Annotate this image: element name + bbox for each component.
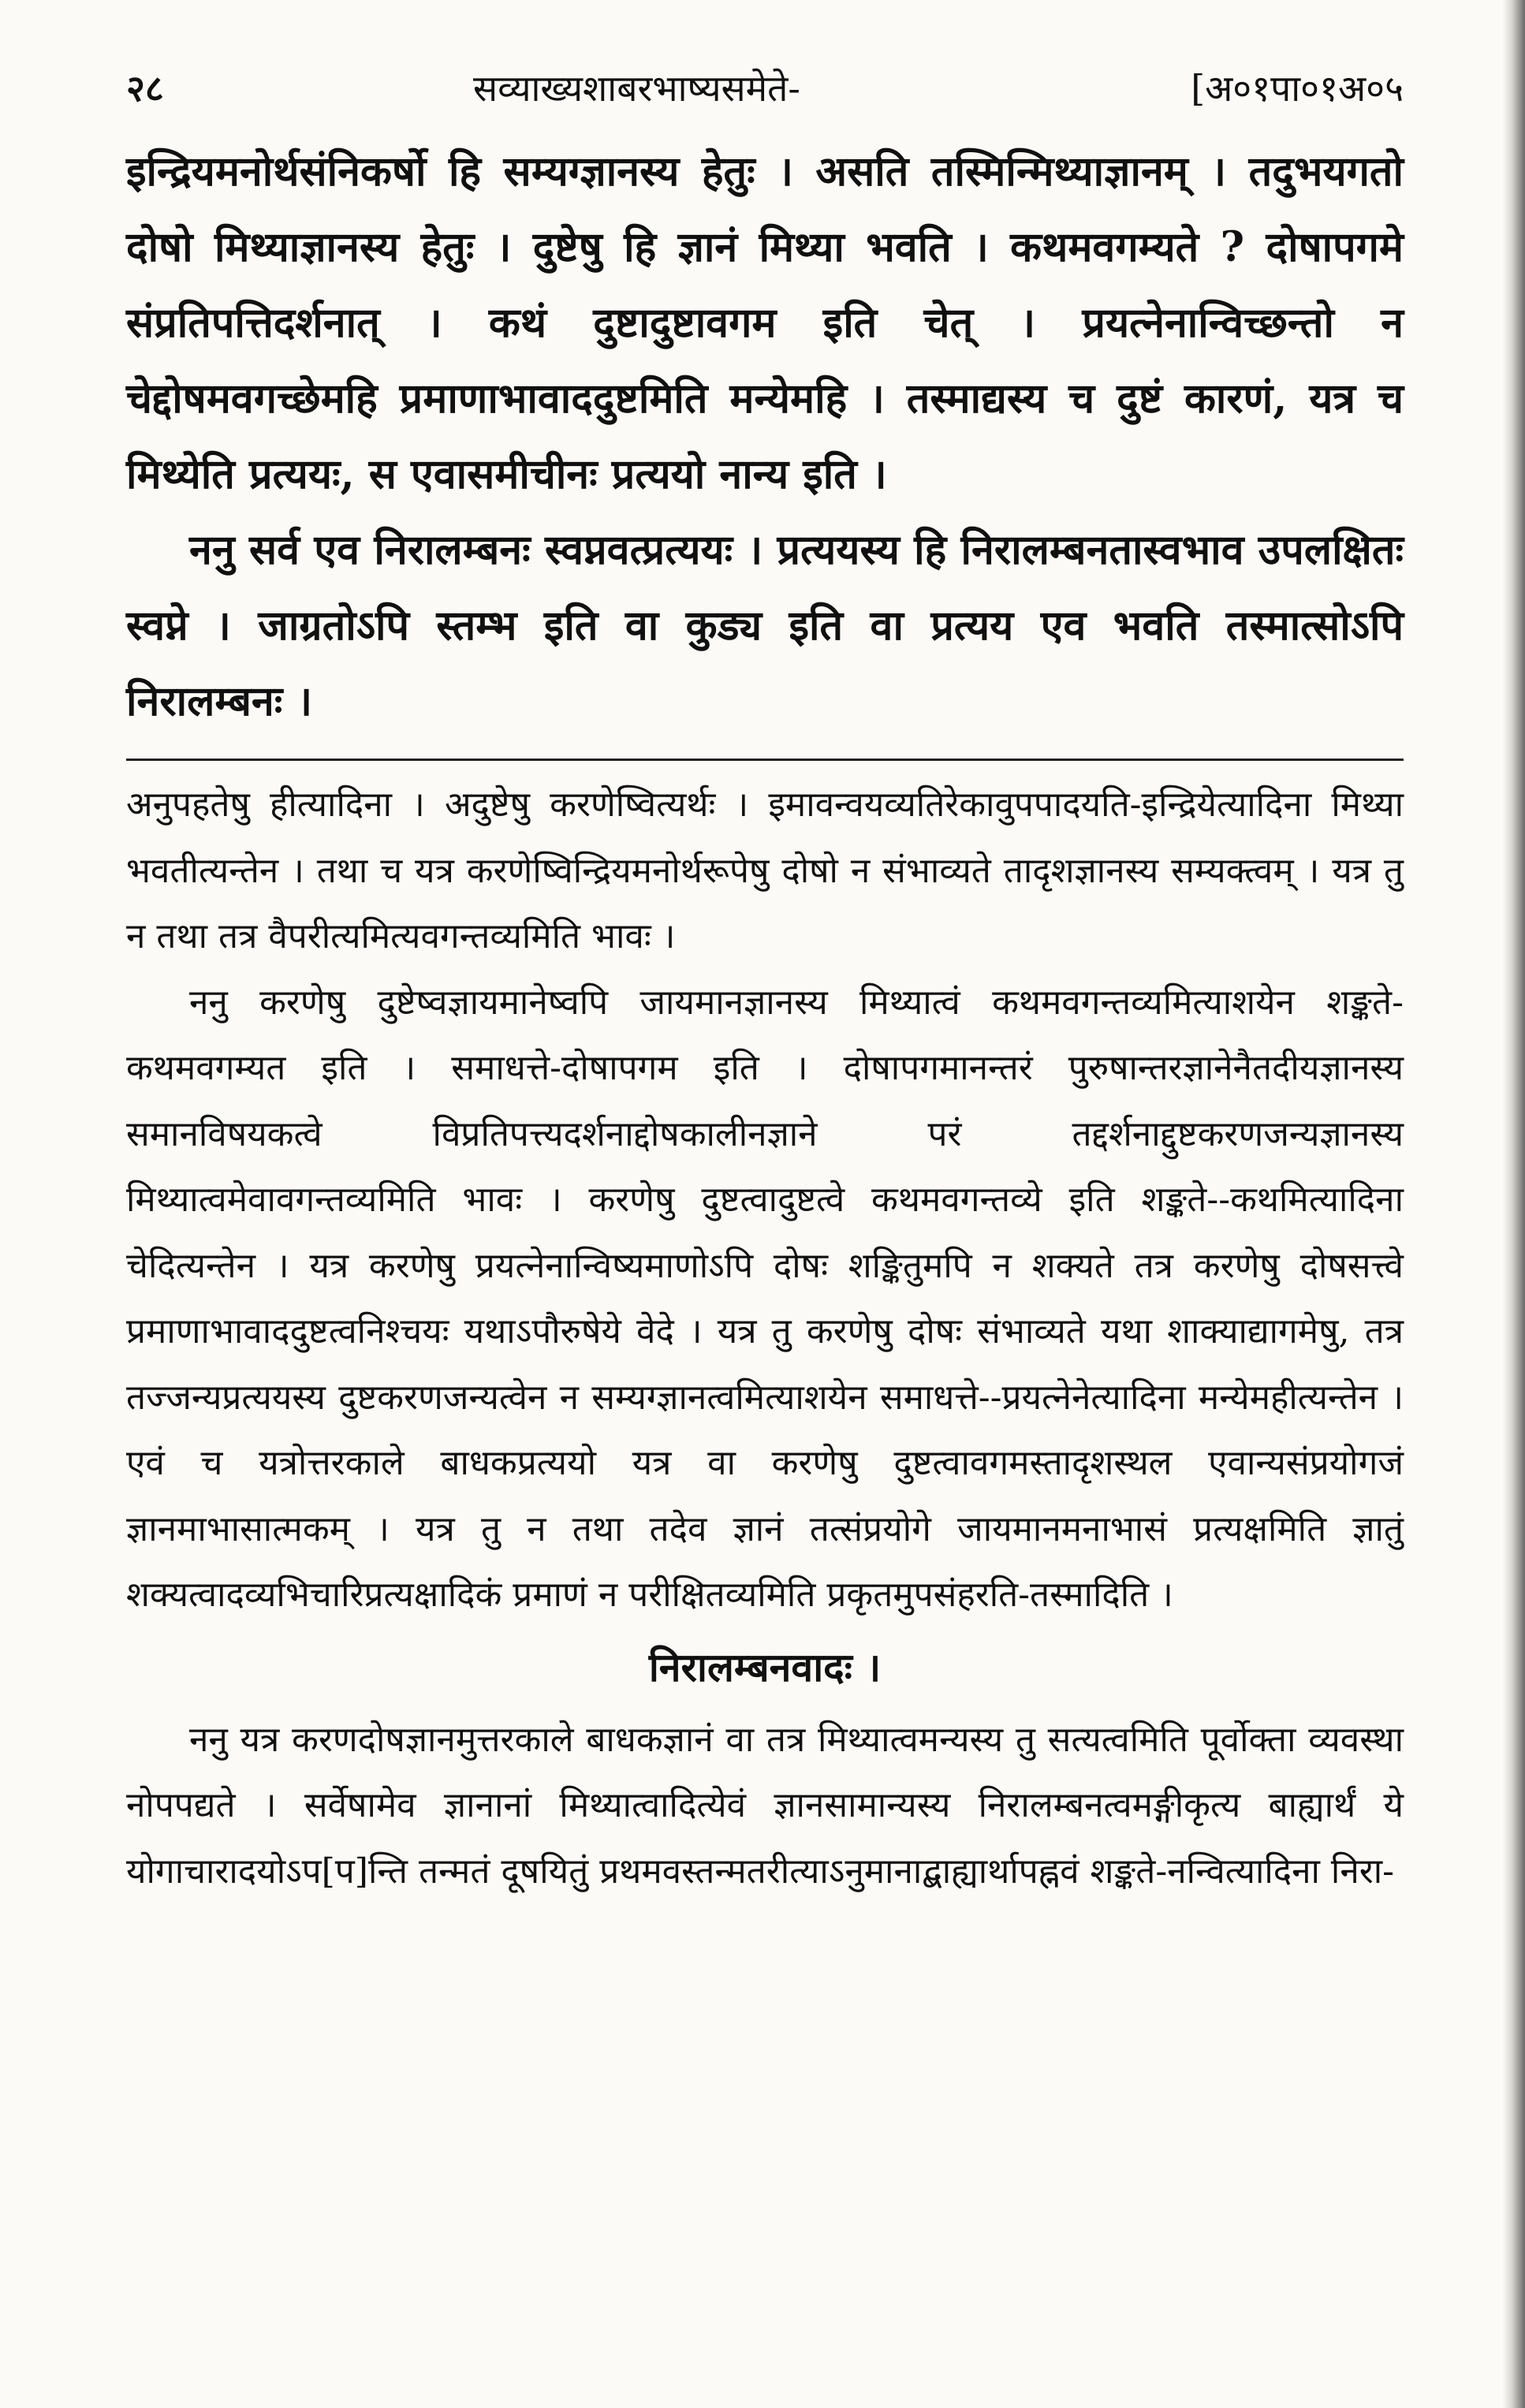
commentary-paragraph: अनुपहतेषु हीत्यादिना । अदुष्टेषु करणेष्वित्यर्थः । इमावन्वयव्यतिरेकावुपपादयति-इन्द्रियेत्यादिना मिथ्या भवतीत्यन्तेन । तथा च यत्र करणेष्विन्द्रियमनोर्थरूपेषु दोषो न संभाव्यते तादृशज्ञानस्य सम्यक्त्वम् । यत्र तु न तथा तत्र वैपरीत्यमित्यवगन्तव्यमिति भावः । — [126, 785, 1404, 956]
commentary-paragraph: ननु करणेषु दुष्टेष्वज्ञायमानेष्वपि जायमानज्ञानस्य मिथ्यात्वं कथमवगन्तव्यमित्याशयेन शङ्कते-कथमवगम्यत इति । समाधत्ते-दोषापगम इति । दोषापगमानन्तरं पुरुषान्तरज्ञानेनैतदीयज्ञानस्य समानविषयकत्वे विप्रतिपत्त्यदर्शनाद्दोषकालीनज्ञाने परं तद्दर्शनाद्दुष्टकरणजन्यज्ञानस्य मिथ्यात्वमेवावगन्तव्यमिति भावः । करणेषु दुष्टत्वादुष्टत्वे कथमवगन्तव्ये इति शङ्कते--कथमित्यादिना चेदित्यन्तेन । यत्र करणेषु प्रयत्नेनान्विष्यमाणोऽपि दोषः शङ्कितुमपि न शक्यते तत्र करणेषु दोषसत्त्वे प्रमाणाभावाददुष्टत्वनिश्चयः यथाऽपौरुषेये वेदे । यत्र तु करणेषु दोषः संभाव्यते यथा शाक्याद्यागमेषु, तत्र तज्जन्यप्रत्ययस्य दुष्टकरणजन्यत्वेन न सम्यग्ज्ञानत्वमित्याशयेन समाधत्ते--प्रयत्नेनेत्यादिना मन्येमहीत्यन्तेन । एवं च यत्रोत्तरकाले बाधकप्रत्ययो यत्र वा करणेषु दुष्टत्वावगमस्तादृशस्थल एवान्यसंप्रयोगजं ज्ञानमाभासात्मकम् । यत्र तु न तथा तदेव ज्ञानं तत्संप्रयोगे जायमानमनाभासं प्रत्यक्षमिति ज्ञातुं शक्यत्वादव्यभिचारिप्रत्यक्षादिकं प्रमाणं न परीक्षितव्यमिति प्रकृतमुपसंहरति-तस्मादिति । — [126, 982, 1404, 1615]
running-header — [126, 47, 1404, 134]
main-paragraph: इन्द्रियमनोर्थसंनिकर्षो हि सम्यग्ज्ञानस्य हेतुः । असति तस्मिन्मिथ्याज्ञानम् । तदुभयगतो दोषो मिथ्याज्ञानस्य हेतुः । दुष्टेषु हि ज्ञानं मिथ्या भवति । कथमवगम्यते ? दोषापगमे संप्रतिपत्तिदर्शनात् । कथं दुष्टादुष्टावगम इति चेत् । प्रयत्नेनान्विच्छन्तो न चेद्दोषमवगच्छेमहि प्रमाणाभावाददुष्टमिति मन्येमहि । तस्माद्यस्य च दुष्टं कारणं, यत्र च मिथ्येति प्रत्ययः, स एवासमीचीनः प्रत्ययो नान्य इति । — [126, 147, 1404, 498]
divider-rule — [126, 759, 1404, 761]
commentary-paragraph: ननु यत्र करणदोषज्ञानमुत्तरकाले बाधकज्ञानं वा तत्र मिथ्यात्वमन्यस्य तु सत्यत्वमिति पूर्वोक्ता व्यवस्था नोपपद्यते । सर्वेषामेव ज्ञानानां मिथ्यात्वादित्येवं ज्ञानसामान्यस्य निरालम्बनत्वमङ्गीकृत्य बाह्यार्थं ये योगाचारादयोऽप[प]न्ति तन्मतं दूषयितुं प्रथमवस्तन्मतरीत्याऽनुमानाद्बाह्यार्थापह्नवं शङ्कते-नन्वित्यादिना निरा- — [126, 1719, 1404, 1892]
page-number: २८ — [126, 67, 164, 110]
running-title: सव्याख्यशाबरभाष्यसमेते- — [473, 67, 800, 110]
commentary — [126, 772, 1404, 1904]
book-binding-edge — [1503, 0, 1525, 2408]
book-page — [126, 47, 1404, 2397]
section-reference: [अ०१पा०१अ०५ — [1191, 67, 1404, 110]
main-paragraph: ननु सर्व एव निरालम्बनः स्वप्नवत्प्रत्ययः । प्रत्ययस्य हि निरालम्बनतास्वभाव उपलक्षितः स्वप्ने । जाग्रतोऽपि स्तम्भ इति वा कुड्य इति वा प्रत्यय एव भवति तस्मात्सोऽपि निरालम्बनः । — [126, 526, 1404, 725]
section-heading: निरालम्बनवादः । — [648, 1643, 882, 1690]
main-text — [126, 134, 1404, 740]
